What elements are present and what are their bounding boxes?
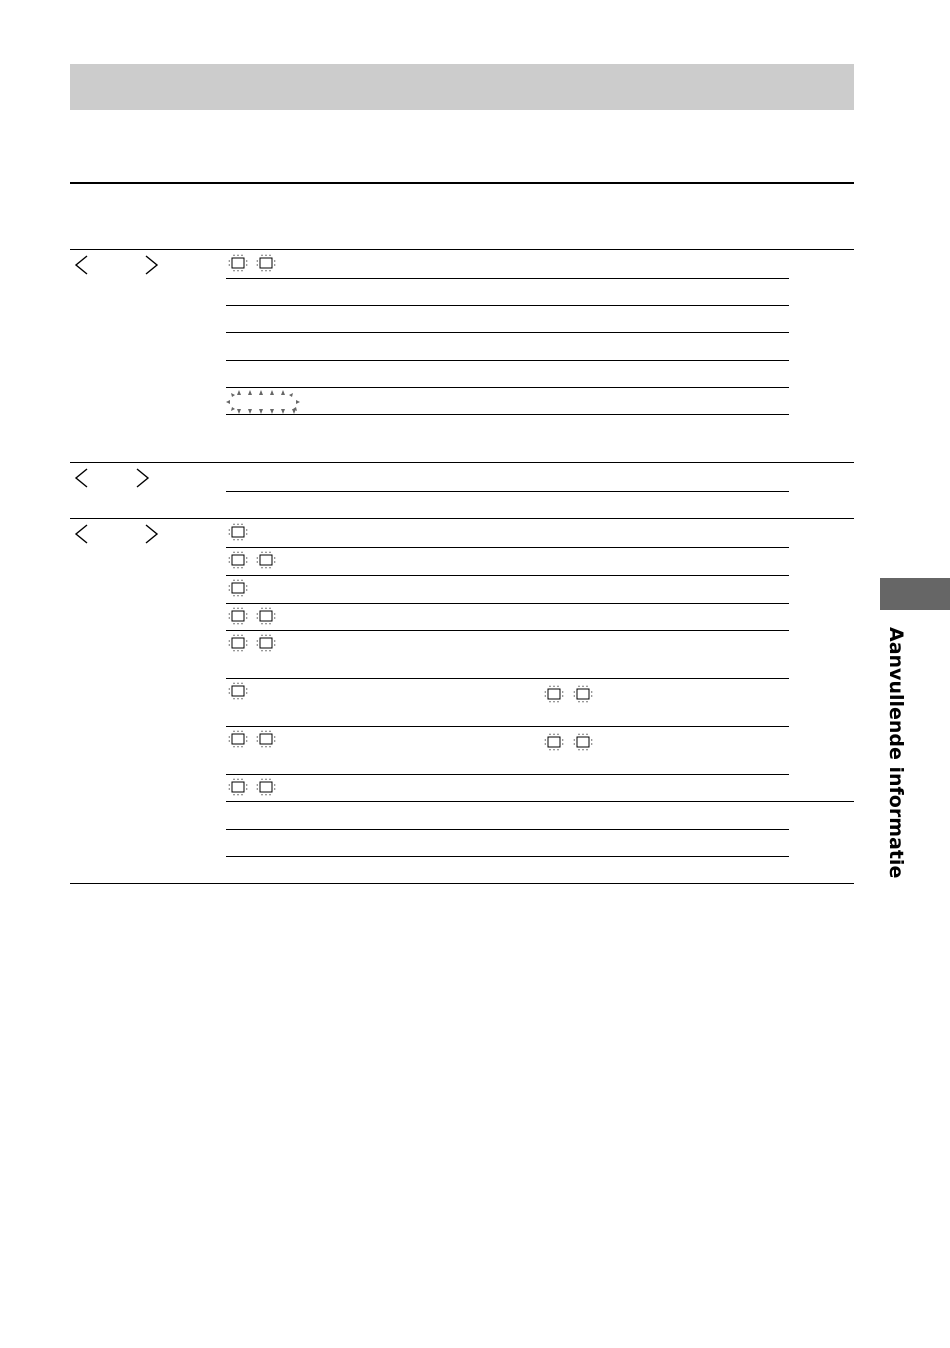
flashing-indicator-icon	[227, 254, 249, 272]
left-angle-bracket-icon	[74, 467, 88, 489]
flashing-indicator-icon	[572, 685, 594, 703]
right-angle-bracket-icon	[136, 467, 150, 489]
right-angle-bracket-icon	[145, 523, 159, 545]
flashing-indicator-icon	[227, 730, 249, 748]
flashing-indicator-icon	[255, 607, 277, 625]
side-section-label: Aanvullende informatie	[885, 627, 907, 879]
flashing-indicator-icon	[255, 254, 277, 272]
row-rule	[226, 547, 789, 548]
flashing-indicator-icon	[255, 730, 277, 748]
row-rule	[226, 603, 789, 604]
flashing-indicator-icon	[227, 634, 249, 652]
row-rule	[226, 360, 789, 361]
flashing-indicator-icon	[227, 523, 249, 541]
section-tab	[880, 578, 950, 610]
left-angle-bracket-icon	[74, 523, 88, 545]
flashing-indicator-icon	[227, 778, 249, 796]
row-rule	[226, 414, 789, 415]
section-rule-2	[70, 462, 854, 463]
flashing-wide-indicator-icon	[225, 389, 301, 415]
section-rule-1	[70, 249, 854, 250]
flashing-indicator-icon	[572, 733, 594, 751]
flashing-indicator-icon	[543, 733, 565, 751]
flashing-indicator-icon	[227, 579, 249, 597]
flashing-indicator-icon	[255, 634, 277, 652]
flashing-indicator-icon	[255, 778, 277, 796]
section-rule-3	[70, 518, 854, 519]
row-rule	[226, 829, 789, 830]
row-rule	[226, 332, 789, 333]
right-angle-bracket-icon	[145, 254, 159, 276]
table-top-rule	[70, 182, 854, 184]
header-bar	[70, 64, 854, 110]
flashing-indicator-icon	[543, 685, 565, 703]
row-rule	[226, 491, 789, 492]
row-rule	[226, 856, 789, 857]
row-rule	[226, 387, 789, 388]
row-rule	[226, 774, 789, 775]
row-rule	[226, 801, 854, 802]
flashing-indicator-icon	[227, 551, 249, 569]
table-bottom-rule	[70, 883, 854, 884]
flashing-indicator-icon	[227, 682, 249, 700]
row-rule	[226, 575, 789, 576]
row-rule	[226, 630, 789, 631]
flashing-indicator-icon	[255, 551, 277, 569]
row-rule	[226, 305, 789, 306]
row-rule	[226, 278, 789, 279]
row-rule	[226, 678, 789, 679]
row-rule	[226, 726, 789, 727]
left-angle-bracket-icon	[74, 254, 88, 276]
flashing-indicator-icon	[227, 607, 249, 625]
